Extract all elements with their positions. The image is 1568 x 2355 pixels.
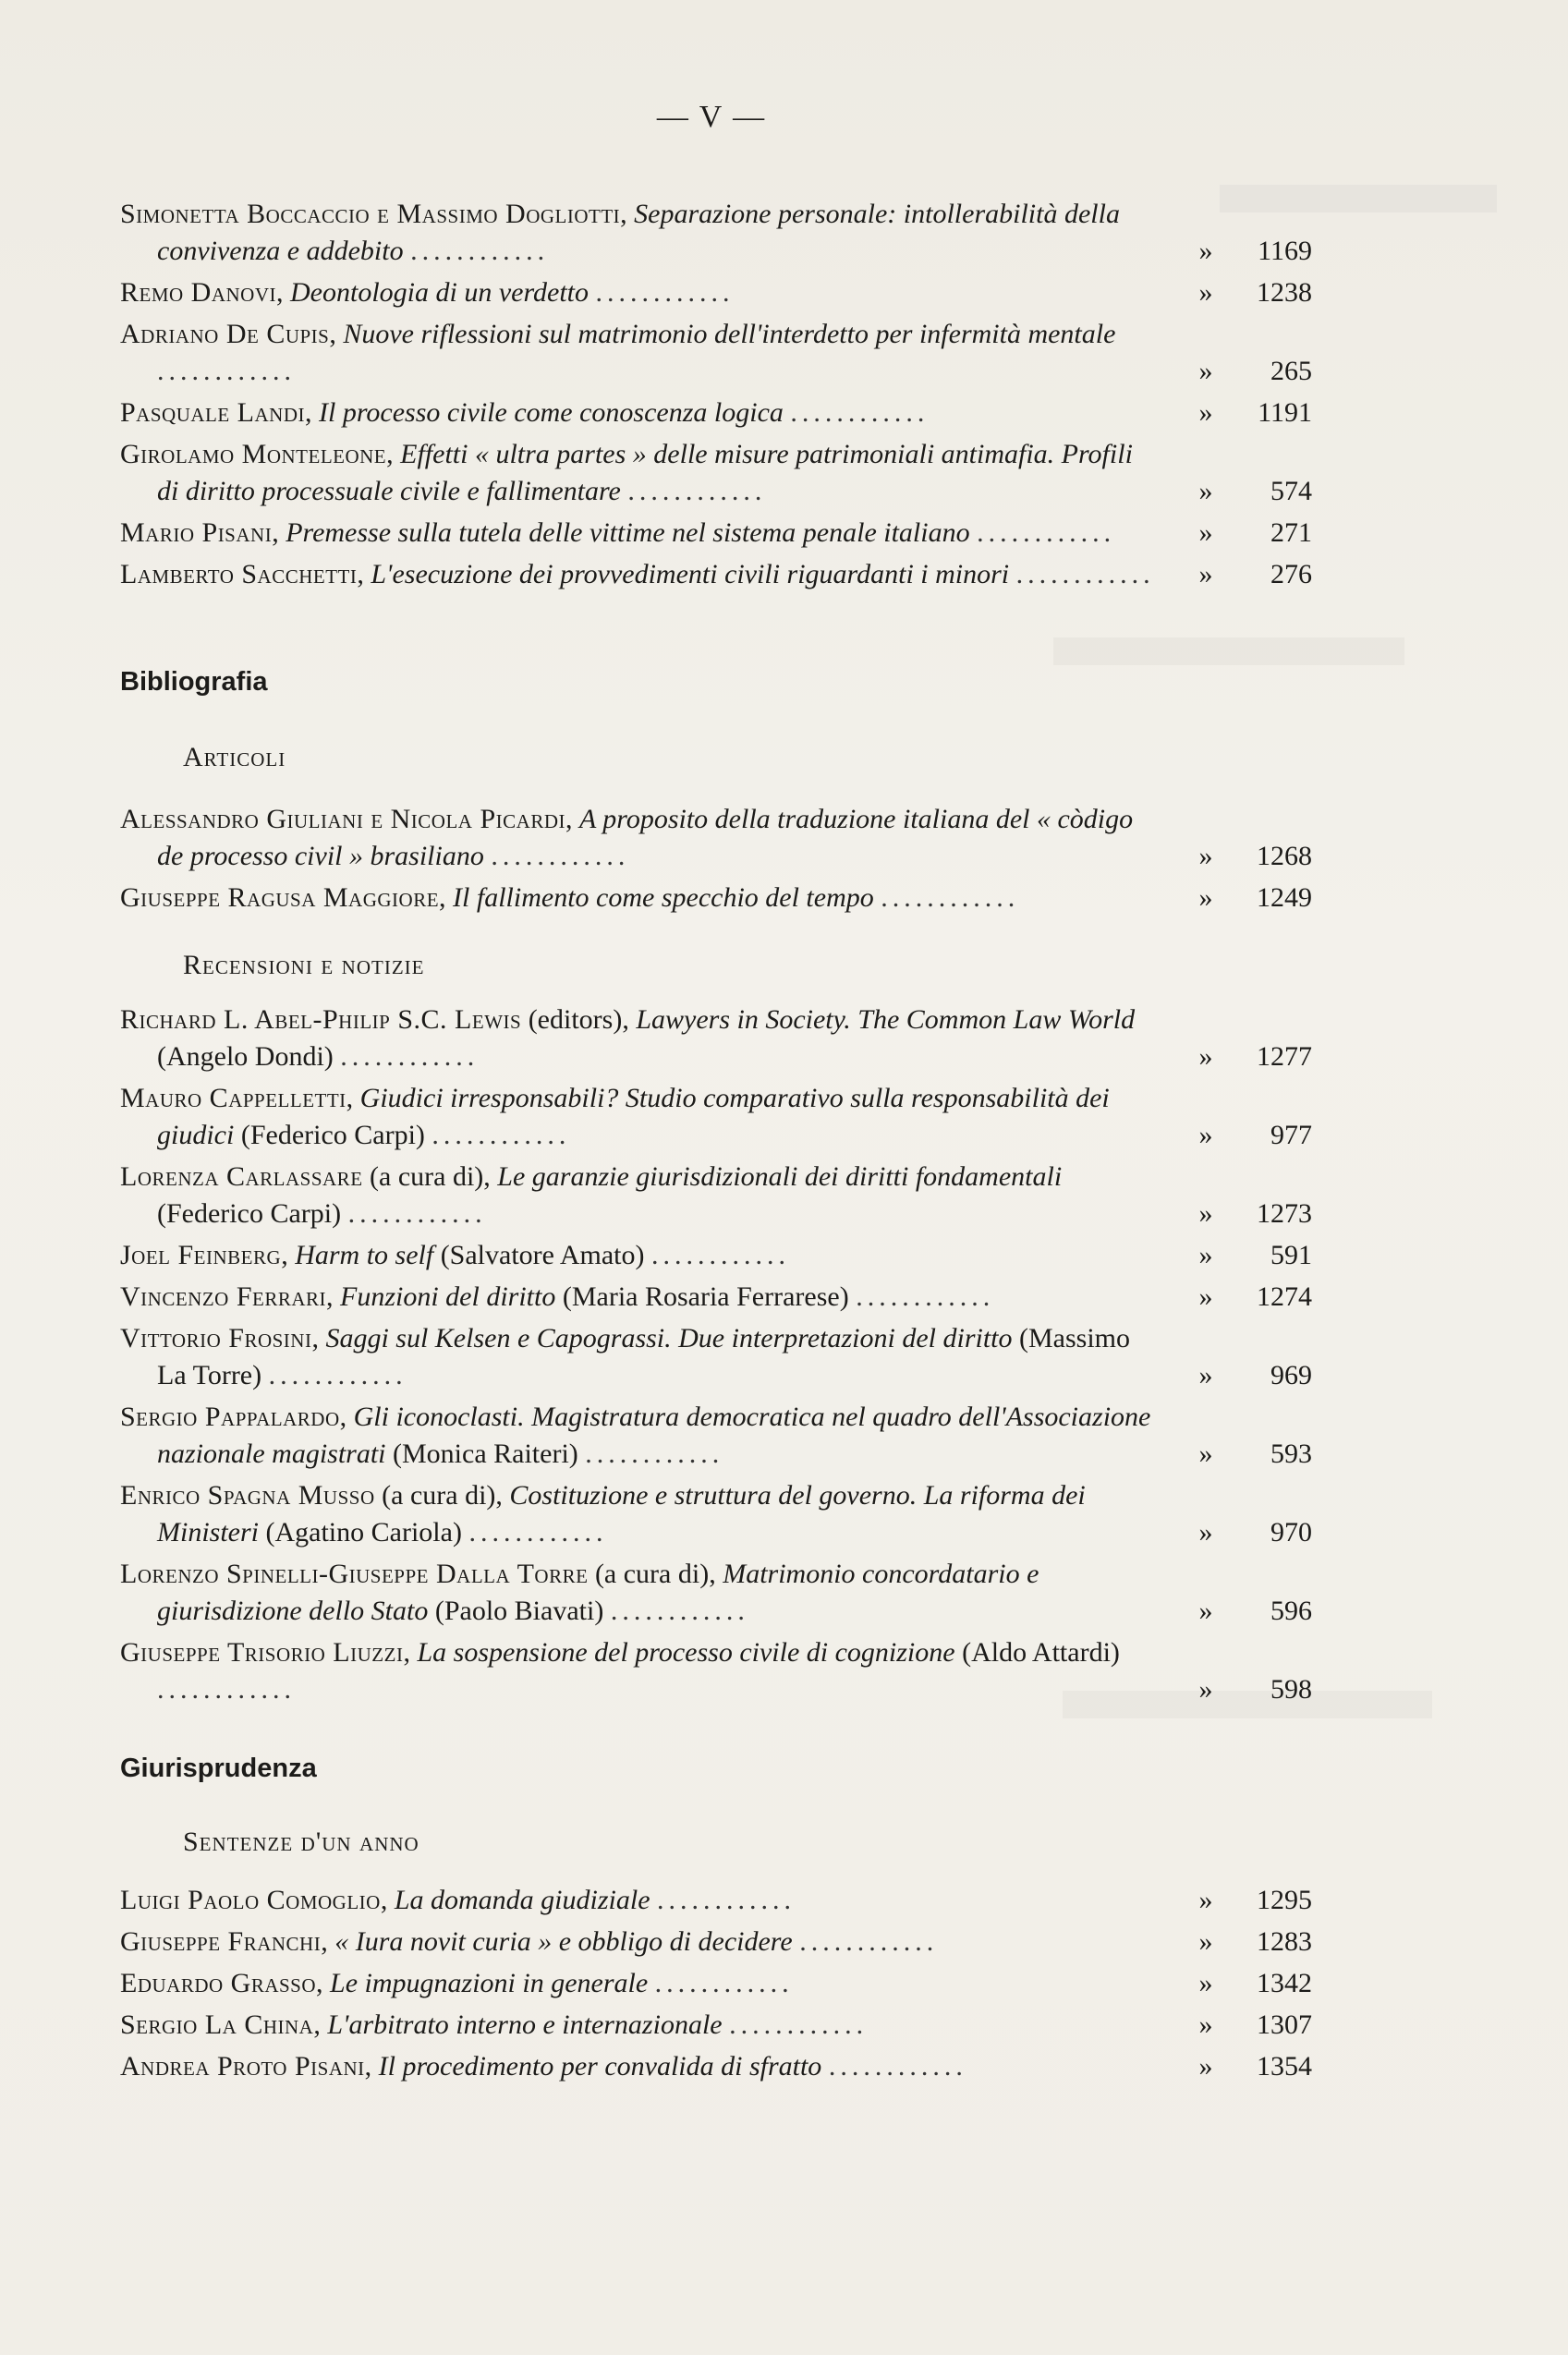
ditto-mark: » xyxy=(1198,1281,1213,1312)
giurisprudenza-section xyxy=(120,1754,1312,2090)
entry-title: Le impugnazioni in generale xyxy=(330,1968,649,1998)
page-number: 1277 xyxy=(1257,1041,1312,1072)
entry-reviewer: (Federico Carpi) xyxy=(234,1120,425,1150)
entry-title: Il procedimento per convalida di sfratto xyxy=(378,2051,822,2082)
ditto-mark: » xyxy=(1198,2051,1213,2082)
entry-separator: , xyxy=(346,1083,360,1113)
entry-separator: , xyxy=(316,1968,331,1998)
ditto-mark: » xyxy=(1198,1674,1213,1705)
entry-separator: , xyxy=(329,319,344,349)
toc-entry xyxy=(120,1965,1312,2002)
toc-entry xyxy=(120,274,1312,311)
leader-dots xyxy=(157,1671,296,1708)
entry-reviewer: (Angelo Dondi) xyxy=(157,1041,334,1072)
entry-author: Enrico Spagna Musso xyxy=(120,1480,375,1511)
entry-page-ref xyxy=(1164,515,1312,552)
ditto-mark: » xyxy=(1198,277,1213,308)
entry-title: Funzioni del diritto xyxy=(340,1281,556,1312)
entry-title: Saggi sul Kelsen e Capograssi. Due interpretazioni del diritto xyxy=(325,1323,1013,1354)
entry-separator: (a cura di), xyxy=(362,1161,498,1192)
ditto-mark: » xyxy=(1198,356,1213,386)
entry-author: Giuseppe Franchi xyxy=(120,1926,322,1957)
entry-separator: , xyxy=(339,1402,354,1432)
entry-author: Simonetta Boccaccio e Massimo Dogliotti xyxy=(120,199,621,229)
leader-dots xyxy=(729,2007,868,2044)
entry-title: Il processo civile come conoscenza logica xyxy=(319,397,784,428)
ditto-mark: » xyxy=(1198,841,1213,871)
entry-author: Eduardo Grasso xyxy=(120,1968,317,1998)
entry-title: Il fallimento come specchio del tempo xyxy=(453,882,874,913)
ditto-mark: » xyxy=(1198,1596,1213,1626)
entry-reviewer: (Maria Rosaria Ferrarese) xyxy=(555,1281,849,1312)
entry-page-ref xyxy=(1164,353,1312,390)
page-number: 977 xyxy=(1270,1120,1312,1150)
entry-author: Remo Danovi xyxy=(120,277,276,308)
toc-entry xyxy=(120,801,1312,875)
page-number: 593 xyxy=(1270,1438,1312,1469)
entry-title: La sospensione del processo civile di cognizione xyxy=(417,1637,955,1668)
ditto-mark: » xyxy=(1198,559,1213,589)
toc-entry xyxy=(120,1556,1312,1630)
ditto-mark: » xyxy=(1198,2009,1213,2040)
page-number: 591 xyxy=(1270,1240,1312,1270)
entry-separator: , xyxy=(364,2051,379,2082)
toc-entry xyxy=(120,1924,1312,1960)
entry-title: Le garanzie giurisdizionali dei diritti fondamentali xyxy=(497,1161,1063,1192)
ditto-mark: » xyxy=(1198,1041,1213,1072)
entry-title: Gli iconoclasti. Magistratura democratica nel quadro dell'Associazione nazionale magistrati xyxy=(157,1402,1151,1469)
toc-entry xyxy=(120,1279,1312,1316)
entry-reviewer: (Salvatore Amato) xyxy=(433,1240,645,1270)
leader-dots xyxy=(881,880,1019,917)
page-number: 1342 xyxy=(1257,1968,1312,1998)
bleed-through-shadow xyxy=(1053,637,1404,665)
entry-reviewer: (Paolo Biavati) xyxy=(428,1596,604,1626)
entry-title: Premesse sulla tutela delle vittime nel sistema penale italiano xyxy=(286,517,970,548)
entry-page-ref xyxy=(1164,1593,1312,1630)
entry-author: Mauro Cappelletti xyxy=(120,1083,346,1113)
toc-entry xyxy=(120,436,1312,510)
entry-separator: , xyxy=(305,397,319,428)
entry-reviewer: (Aldo Attardi) xyxy=(954,1637,1120,1668)
toc-continuation xyxy=(120,196,1312,598)
entry-author: Adriano De Cupis xyxy=(120,319,330,349)
entry-title: Matrimonio concordatario e giurisdizione dello Stato xyxy=(157,1559,1039,1626)
entry-separator: (a cura di), xyxy=(374,1480,510,1511)
entry-page-ref xyxy=(1164,233,1312,270)
entry-author: Luigi Paolo Comoglio xyxy=(120,1885,381,1915)
ditto-mark: » xyxy=(1198,1198,1213,1229)
leader-dots xyxy=(829,2048,967,2085)
entry-page-ref xyxy=(1164,880,1312,917)
leader-dots xyxy=(627,473,766,510)
entry-title: Harm to self xyxy=(295,1240,434,1270)
entry-page-ref xyxy=(1164,1117,1312,1154)
page-number: 969 xyxy=(1270,1360,1312,1390)
page-number: 598 xyxy=(1270,1674,1312,1705)
entry-title: Giudici irresponsabili? Studio comparativo sulla responsabilità dei giudici xyxy=(157,1083,1110,1150)
entry-author: Andrea Proto Pisani xyxy=(120,2051,365,2082)
entry-separator: , xyxy=(439,882,454,913)
entry-author: Vittorio Frosini xyxy=(120,1323,312,1354)
page-number: 1295 xyxy=(1257,1885,1312,1915)
page-number: 1249 xyxy=(1257,882,1312,913)
entry-title: « Iura novit curia » e obbligo di decidere xyxy=(334,1926,793,1957)
ditto-mark: » xyxy=(1198,1885,1213,1915)
page-number: 1354 xyxy=(1257,2051,1312,2082)
entry-author: Girolamo Monteleone xyxy=(120,439,387,469)
page-number: 1169 xyxy=(1258,236,1312,266)
ditto-mark: » xyxy=(1198,517,1213,548)
toc-entry xyxy=(120,1882,1312,1919)
entry-separator: , xyxy=(403,1637,418,1668)
page-number: 1274 xyxy=(1257,1281,1312,1312)
page-number: 271 xyxy=(1270,517,1312,548)
entry-page-ref xyxy=(1164,1924,1312,1960)
entry-title: Costituzione e struttura del governo. La riforma dei Ministeri xyxy=(157,1480,1086,1548)
page-number: 265 xyxy=(1270,356,1312,386)
leader-dots xyxy=(611,1593,749,1630)
leader-dots xyxy=(655,1965,794,2002)
entry-page-ref xyxy=(1164,838,1312,875)
entry-author: Sergio La China xyxy=(120,2009,314,2040)
entry-page-ref xyxy=(1164,556,1312,593)
entry-reviewer: (Agatino Cariola) xyxy=(259,1517,462,1548)
entry-reviewer: (Federico Carpi) xyxy=(157,1198,342,1229)
page-number: 1273 xyxy=(1257,1198,1312,1229)
entry-title: Deontologia di un verdetto xyxy=(290,277,589,308)
entry-author: Giuseppe Ragusa Maggiore xyxy=(120,882,440,913)
ditto-mark: » xyxy=(1198,1438,1213,1469)
leader-dots xyxy=(432,1117,570,1154)
entry-page-ref xyxy=(1164,1882,1312,1919)
entry-page-ref xyxy=(1164,1038,1312,1075)
ditto-mark: » xyxy=(1198,882,1213,913)
leader-dots xyxy=(585,1436,723,1473)
entry-page-ref xyxy=(1164,1671,1312,1708)
entry-page-ref xyxy=(1164,1514,1312,1551)
ditto-mark: » xyxy=(1198,1240,1213,1270)
page-number: 1191 xyxy=(1258,397,1312,428)
entry-page-ref xyxy=(1164,1965,1312,2002)
ditto-mark: » xyxy=(1198,1968,1213,1998)
leader-dots xyxy=(157,353,296,390)
entry-author: Lorenzo Spinelli-Giuseppe Dalla Torre xyxy=(120,1559,589,1589)
entry-page-ref xyxy=(1164,1357,1312,1394)
leader-dots xyxy=(340,1038,479,1075)
ditto-mark: » xyxy=(1198,1360,1213,1390)
entry-author: Joel Feinberg xyxy=(120,1240,282,1270)
bibliografia-section xyxy=(120,667,1312,1713)
page-number: 1238 xyxy=(1257,277,1312,308)
entry-page-ref xyxy=(1164,1196,1312,1232)
toc-entry xyxy=(120,1477,1312,1551)
entry-page-ref xyxy=(1164,1237,1312,1274)
leader-dots xyxy=(596,274,735,311)
entry-title: A proposito della traduzione italiana del « còdigo de processo civil » brasiliano xyxy=(157,804,1134,871)
entry-title: La domanda giudiziale xyxy=(394,1885,650,1915)
toc-entry xyxy=(120,395,1312,431)
ditto-mark: » xyxy=(1198,476,1213,506)
entry-title: L'arbitrato interno e internazionale xyxy=(327,2009,723,2040)
entry-separator: , xyxy=(321,1926,335,1957)
entry-author: Richard L. Abel-Philip S.C. Lewis xyxy=(120,1004,522,1035)
section-heading-giurisprudenza: Giurisprudenza xyxy=(120,1754,317,1783)
leader-dots xyxy=(468,1514,607,1551)
entry-separator: , xyxy=(272,517,286,548)
entry-reviewer: (Massimo La Torre) xyxy=(157,1323,1130,1390)
entry-author: Giuseppe Trisorio Liuzzi xyxy=(120,1637,404,1668)
toc-entry xyxy=(120,880,1312,917)
entry-separator: (editors), xyxy=(521,1004,637,1035)
entry-reviewer: (Monica Raiteri) xyxy=(385,1438,578,1469)
ditto-mark: » xyxy=(1198,1120,1213,1150)
subsection-recensioni: Recensioni e notizie xyxy=(183,950,425,980)
leader-dots xyxy=(348,1196,487,1232)
entry-page-ref xyxy=(1164,2048,1312,2085)
toc-entry xyxy=(120,1001,1312,1075)
leader-dots xyxy=(657,1882,796,1919)
leader-dots xyxy=(491,838,629,875)
entry-page-ref xyxy=(1164,2007,1312,2044)
page-folio: — V — xyxy=(656,100,767,134)
page-number: 596 xyxy=(1270,1596,1312,1626)
page-number: 1283 xyxy=(1257,1926,1312,1957)
entry-separator: , xyxy=(281,1240,296,1270)
leader-dots xyxy=(790,395,929,431)
entry-author: Lamberto Sacchetti xyxy=(120,559,358,589)
entry-separator: , xyxy=(311,1323,326,1354)
entry-separator: , xyxy=(620,199,635,229)
entry-page-ref xyxy=(1164,1436,1312,1473)
toc-entry xyxy=(120,2007,1312,2044)
entry-title: L'esecuzione dei provvedimenti civili riguardanti i minori xyxy=(371,559,1010,589)
toc-entry xyxy=(120,316,1312,390)
page-number: 276 xyxy=(1270,559,1312,589)
subsection-sentenze: Sentenze d'un anno xyxy=(183,1827,419,1857)
toc-entry xyxy=(120,1159,1312,1232)
toc-entry xyxy=(120,556,1312,593)
leader-dots xyxy=(799,1924,938,1960)
toc-entry xyxy=(120,515,1312,552)
entry-author: Lorenza Carlassare xyxy=(120,1161,363,1192)
entry-separator: , xyxy=(380,1885,395,1915)
leader-dots xyxy=(1016,556,1155,593)
entry-page-ref xyxy=(1164,274,1312,311)
entry-page-ref xyxy=(1164,473,1312,510)
entry-separator: , xyxy=(565,804,579,834)
page-number: 574 xyxy=(1270,476,1312,506)
entry-separator: , xyxy=(357,559,371,589)
toc-entry xyxy=(120,1080,1312,1154)
entry-title: Separazione personale: intollerabilità della convivenza e addebito xyxy=(157,199,1120,266)
ditto-mark: » xyxy=(1198,397,1213,428)
entry-title: Effetti « ultra partes » delle misure patrimoniali antimafia. Profili di diritto processuale civile e fallimentare xyxy=(157,439,1133,506)
entry-separator: , xyxy=(386,439,401,469)
toc-entry xyxy=(120,1634,1312,1708)
page-number: 1307 xyxy=(1257,2009,1312,2040)
section-heading-bibliografia: Bibliografia xyxy=(120,667,268,697)
entry-separator: (a cura di), xyxy=(588,1559,723,1589)
toc-entry xyxy=(120,196,1312,270)
ditto-mark: » xyxy=(1198,236,1213,266)
entry-author: Sergio Pappalardo xyxy=(120,1402,340,1432)
entry-author: Mario Pisani xyxy=(120,517,273,548)
entry-separator: , xyxy=(276,277,290,308)
ditto-mark: » xyxy=(1198,1517,1213,1548)
entry-page-ref xyxy=(1164,395,1312,431)
page-number: 1268 xyxy=(1257,841,1312,871)
leader-dots xyxy=(856,1279,994,1316)
entry-title: Nuove riflessioni sul matrimonio dell'interdetto per infermità mentale xyxy=(343,319,1116,349)
entry-page-ref xyxy=(1164,1279,1312,1316)
page-number: 970 xyxy=(1270,1517,1312,1548)
leader-dots xyxy=(269,1357,407,1394)
toc-entry xyxy=(120,1399,1312,1473)
entry-author: Alessandro Giuliani e Nicola Picardi xyxy=(120,804,565,834)
entry-author: Vincenzo Ferrari xyxy=(120,1281,327,1312)
leader-dots xyxy=(410,233,549,270)
leader-dots xyxy=(977,515,1115,552)
toc-entry xyxy=(120,1237,1312,1274)
leader-dots xyxy=(651,1237,790,1274)
subsection-articoli: Articoli xyxy=(183,742,286,772)
ditto-mark: » xyxy=(1198,1926,1213,1957)
toc-entry xyxy=(120,1320,1312,1394)
entry-author: Pasquale Landi xyxy=(120,397,305,428)
toc-entry xyxy=(120,2048,1312,2085)
entry-separator: , xyxy=(326,1281,341,1312)
entry-title: Lawyers in Society. The Common Law World xyxy=(636,1004,1136,1035)
entry-separator: , xyxy=(313,2009,328,2040)
